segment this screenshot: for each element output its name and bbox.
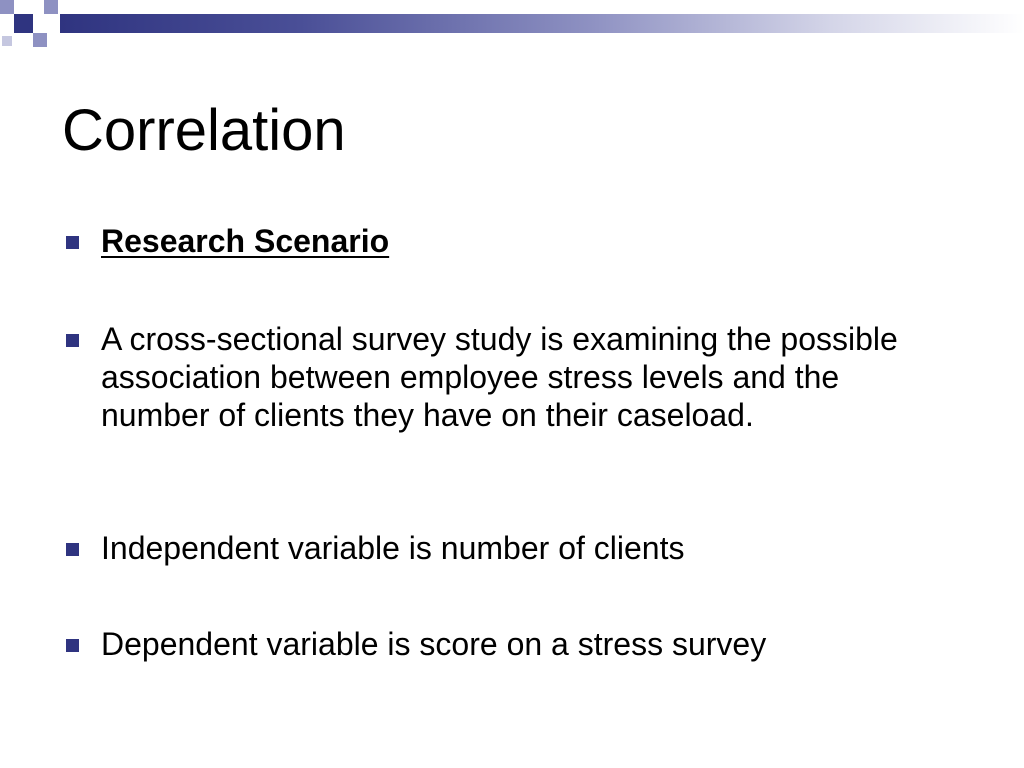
square-bullet-icon (66, 639, 79, 652)
bullet-heading: Research Scenario (101, 223, 390, 259)
slide-title: Correlation (62, 98, 346, 163)
square-bullet-icon (66, 543, 79, 556)
bullet-text: Independent variable is number of clients (101, 530, 685, 566)
square-bullet-icon (66, 334, 79, 347)
bullet-text: Dependent variable is score on a stress survey (101, 626, 767, 662)
square-bullet-icon (66, 236, 79, 249)
decor-square (44, 0, 58, 14)
header-gradient-bar (60, 14, 1024, 33)
bullet-text: A cross-sectional survey study is examining the possible association between employee stress levels and the number of clients they have on their caseload. (101, 321, 898, 433)
header-decoration (0, 0, 1024, 52)
decor-square (14, 14, 33, 33)
decor-square (2, 36, 12, 46)
decor-square (33, 33, 47, 47)
decor-square (0, 0, 14, 14)
